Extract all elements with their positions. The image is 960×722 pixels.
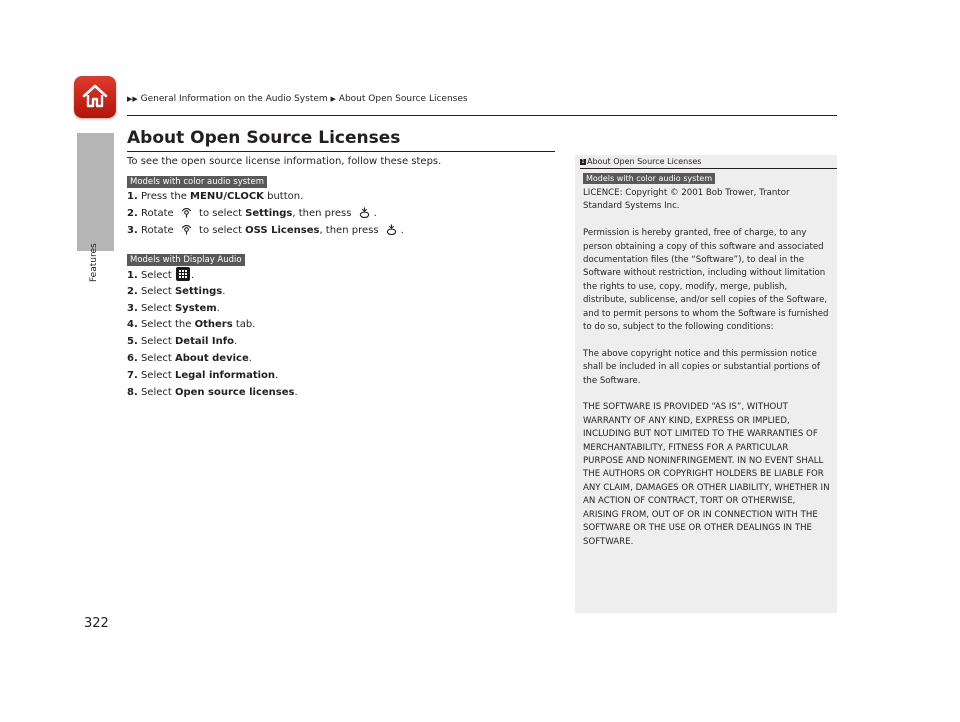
color-audio-steps	[127, 189, 404, 239]
section-tab-label: Features	[89, 243, 99, 282]
license-paragraph: THE SOFTWARE IS PROVIDED “AS IS”, WITHOUT WARRANTY OF ANY KIND, EXPRESS OR IMPLIED, INCLUDING BUT NOT LIMITED TO THE WARRANTIES OF MERCHANTABILITY, FITNESS FOR A PARTICULAR PURPOSE AND NONINFRINGEMENT. IN NO EVENT SHALL THE AUTHORS OR COPYRIGHT HOLDERS BE LIABLE FOR ANY CLAIM, DAMAGES OR OTHER LIABILITY, WHETHER IN AN ACTION OF CONTRACT, TORT OR OTHERWISE, ARISING FROM, OUT OF OR IN CONNECTION WITH THE SOFTWARE OR THE USE OR OTHER DEALINGS IN THE SOFTWARE.	[583, 402, 830, 547]
section-tab	[77, 133, 114, 251]
list-item: 5. Select Detail Info.	[127, 336, 238, 348]
model-tag: Models with color audio system	[127, 176, 267, 188]
title-divider	[127, 151, 555, 152]
note-marker-icon: 1	[581, 159, 585, 165]
display-audio-steps	[127, 267, 298, 401]
breadcrumb-item[interactable]: About Open Source Licenses	[338, 94, 468, 104]
list-item: 6. Select About device.	[127, 352, 252, 364]
list-item: 4. Select the Others tab.	[127, 319, 256, 331]
license-text	[583, 187, 831, 562]
list-item: 1. Press the MENU/CLOCK button.	[127, 191, 304, 202]
license-paragraph: LICENCE: Copyright © 2001 Bob Trower, Trantor Standard Systems Inc.	[583, 188, 790, 212]
breadcrumb-arrow-icon: ▶	[330, 95, 336, 103]
notes-divider	[580, 168, 837, 169]
list-item: 2. Select Settings.	[127, 285, 226, 297]
model-tag: Models with color audio system	[583, 173, 715, 184]
notes-heading: 1 About Open Source Licenses	[581, 157, 702, 166]
license-paragraph: The above copyright notice and this permission notice shall be included in all copies or substantial portions of the Software.	[583, 348, 820, 386]
selector-knob-icon	[181, 224, 192, 235]
intro-text: To see the open source license information, follow these steps.	[127, 156, 442, 167]
page-number: 322	[84, 616, 109, 631]
breadcrumb-arrow-icon: ▶▶	[127, 95, 138, 103]
list-item: 3. Select System.	[127, 302, 220, 314]
page-title: About Open Source Licenses	[127, 128, 401, 148]
model-tag: Models with Display Audio	[127, 254, 245, 266]
list-item: 2. Rotate to select Settings, then press .	[127, 207, 377, 219]
breadcrumb-item[interactable]: General Information on the Audio System	[140, 94, 328, 104]
knob-press-icon	[386, 224, 397, 235]
license-paragraph: Permission is hereby granted, free of charge, to any person obtaining a copy of this software and associated documentation files (the “Software”), to deal in the Software without restriction, including without limitation the rights to use, copy, modify, merge, publish, distribute, sublicense, and/or sell copies of the Software, and to permit persons to whom the Software is furnished to do so, subject to the following conditions:	[583, 228, 829, 333]
list-item: 7. Select Legal information.	[127, 369, 279, 381]
breadcrumb	[127, 94, 468, 104]
knob-press-icon	[359, 207, 370, 218]
home-button[interactable]	[74, 76, 116, 118]
list-item: 3. Rotate to select OSS Licenses, then press .	[127, 224, 404, 236]
selector-knob-icon	[181, 207, 192, 218]
apps-grid-icon	[176, 267, 190, 281]
list-item: 1. Select .	[127, 267, 298, 284]
header-divider	[127, 115, 837, 116]
list-item: 8. Select Open source licenses.	[127, 386, 298, 398]
